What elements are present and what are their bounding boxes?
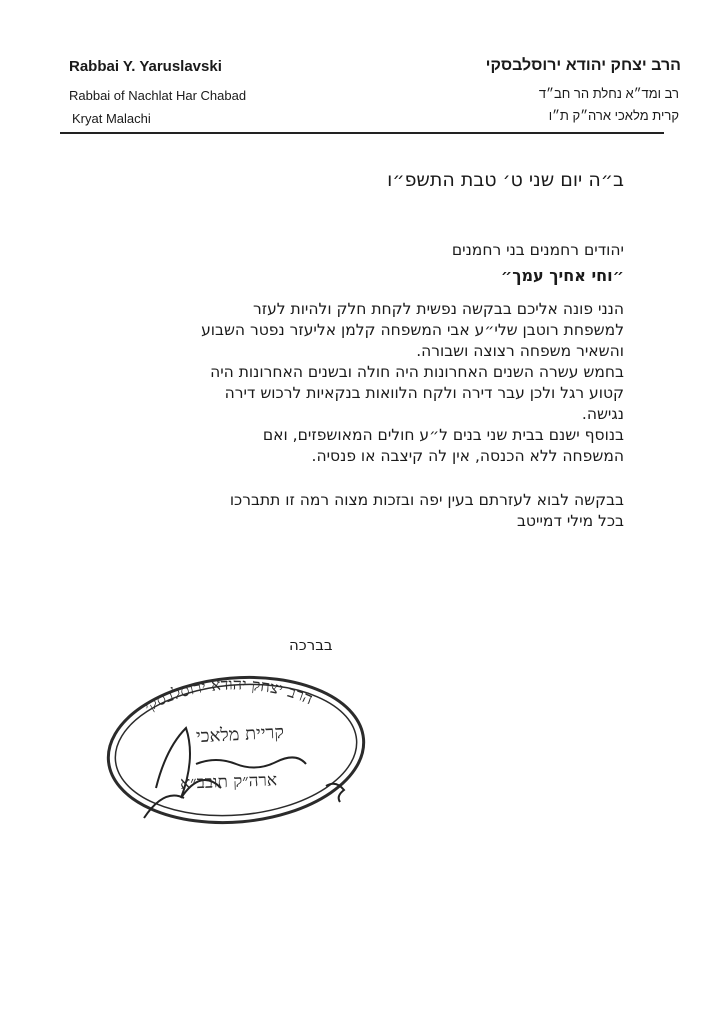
stamp-city: קריית מלאכי — [195, 721, 285, 748]
letterhead-hebrew-name: הרב יצחק יהודא ירוסלבסקי — [485, 57, 681, 74]
letter-date: ב״ה יום שני ט׳ טבת התשפ״ו — [387, 169, 624, 191]
letter-paragraph-2 — [64, 490, 624, 532]
letter-paragraph-1 — [64, 299, 624, 467]
letter-slogan: ״וחי אחיך עמך״ — [500, 266, 624, 285]
letterhead-english-title: Rabbai of Nachlat Har Chabad — [69, 88, 247, 103]
letterhead-divider — [60, 132, 664, 134]
paragraph-line: בנוסף ישנם בבית שני בנים ל״ע חולים המאושפזים, ואם — [262, 426, 624, 444]
letterhead-english-city: Kryat Malachi — [72, 111, 151, 126]
paragraph-line: בבקשה לבוא לעזרתם בעין יפה ובזכות מצוה רמה זו תתברכו — [229, 491, 624, 509]
stamp-bottom-text: ארה״ק תובב״א — [179, 770, 278, 794]
letterhead-hebrew-city: קרית מלאכי ארה״ק ת״ו — [548, 108, 679, 123]
paragraph-line: קטוע רגל ולכן עבר דירה ולקח הלוואות בנקאיות לרכוש דירה — [224, 384, 624, 402]
letterhead-hebrew-title: רב ומד״א נחלת הר חב״ד — [538, 86, 679, 101]
paragraph-line: הנני פונה אליכם בבקשה נפשית לקחת חלק ולהיות לעזר — [252, 300, 624, 318]
rabbi-stamp — [96, 668, 376, 828]
paragraph-line: בכל מילי דמייטב — [516, 512, 624, 530]
paragraph-line: נגישה. — [581, 405, 624, 423]
paragraph-line: בחמש עשרה השנים האחרונות היה חולה ובשנים האחרונות היה — [210, 363, 624, 381]
paragraph-line: למשפחת רוטבן שלי״ע אבי המשפחה קלמן אליעזר נפטר השבוע — [201, 321, 624, 339]
letterhead-english-name: Rabbai Y. Yaruslavski — [69, 58, 222, 75]
letter-greeting: יהודים רחמנים בני רחמנים — [451, 241, 624, 259]
paragraph-line: והשאיר משפחה רצוצה ושבורה. — [416, 342, 624, 360]
letter-closing: בברכה — [289, 636, 333, 654]
stamp-ring-text: הרב יצחק יהודא ירוסלבסקי — [139, 674, 316, 717]
paragraph-line: המשפחה ללא הכנסה, אין לה קיצבה או פנסיה. — [311, 447, 624, 465]
